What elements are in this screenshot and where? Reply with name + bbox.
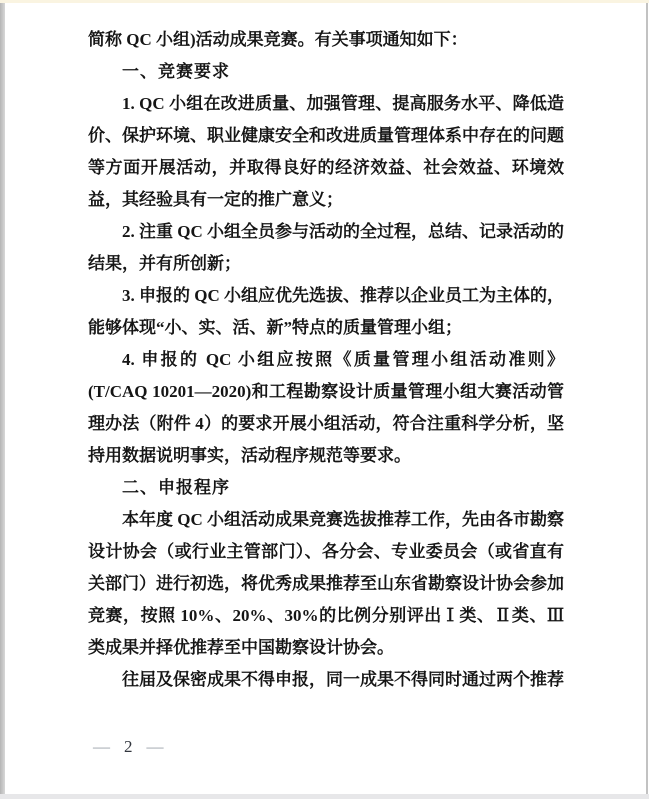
section-heading: 一、竞赛要求	[122, 62, 230, 81]
paragraph: 3. 申报的 QC 小组应优先选拔、推荐以企业员工为主体的，能够体现“小、实、活、新”特点的质量管理小组；	[88, 286, 564, 337]
page-number-dash-right: —	[146, 737, 164, 756]
document-sections	[88, 56, 564, 696]
section-heading: 二、申报程序	[122, 478, 230, 497]
paragraph-continuation: 简称 QC 小组)活动成果竞赛。有关事项通知如下：	[88, 30, 468, 49]
page-number	[93, 736, 164, 758]
paragraph: 1. QC 小组在改进质量、加强管理、提高服务水平、降低造价、保护环境、职业健康安全和改进质量管理体系中存在的问题等方面开展活动，并取得良好的经济效益、社会效益、环境效益，其经验具有一定的推广意义；	[88, 94, 564, 209]
scan-edge-right	[646, 3, 648, 799]
scan-edge-top	[0, 0, 649, 3]
scan-edge-left	[0, 3, 5, 794]
page-number-dash-left: —	[93, 737, 110, 756]
paragraph: 2. 注重 QC 小组全员参与活动的全过程，总结、记录活动的结果，并有所创新；	[88, 222, 564, 273]
paragraph: 往届及保密成果不得申报，同一成果不得同时通过两个推荐	[122, 670, 564, 689]
document-body	[88, 24, 564, 696]
paragraph: 4. 申报的 QC 小组应按照《质量管理小组活动准则》(T/CAQ 10201—2020)和工程勘察设计质量管理小组大赛活动管理办法（附件 4）的要求开展小组活动，符合注重科学分析，坚持用数据说明事实，活动程序规范等要求。	[88, 350, 564, 465]
scan-edge-bottom	[0, 794, 649, 799]
paragraph: 本年度 QC 小组活动成果竞赛选拔推荐工作，先由各市勘察设计协会（或行业主管部门）、各分会、专业委员会（或省直有关部门）进行初选，将优秀成果推荐至山东省勘察设计协会参加竞赛，按照 10%、20%、30%的比例分别评出Ⅰ类、Ⅱ类、Ⅲ类成果并择优推荐至中国勘察设计协会。	[88, 510, 564, 657]
page-number-value: 2	[124, 737, 133, 756]
